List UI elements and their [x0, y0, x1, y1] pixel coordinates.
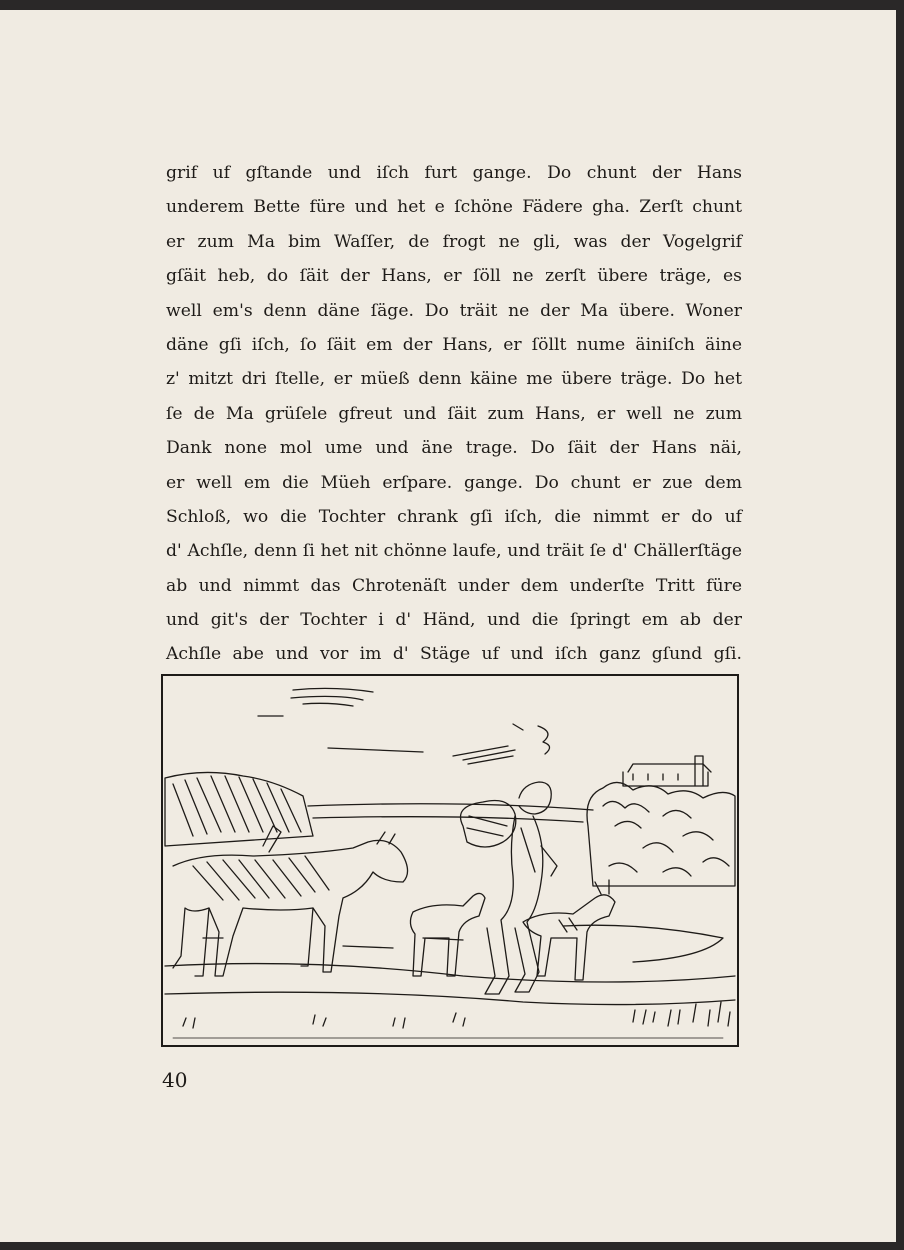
text-line: däne gſi iſch, ſo ſäit em der Hans, er ſöllt nume äiniſch äine	[166, 334, 742, 355]
text-line: gſäit heb, do ſäit der Hans, er ſöll ne zerſt übere träge, es	[166, 266, 742, 287]
body-text	[166, 156, 742, 672]
page-number: 40	[162, 1068, 188, 1092]
text-line: grif uf gſtande und iſch furt gange. Do chunt der Hans	[166, 163, 742, 183]
text-line: und git's der Tochter i d' Händ, und die ſpringt em ab der	[166, 610, 742, 631]
text-line: well em's denn däne ſäge. Do träit ne der Ma übere. Woner	[166, 300, 742, 321]
book-page	[0, 10, 896, 1242]
text-line: er well em die Müeh erſpare. gange. Do chunt er zue dem	[166, 472, 742, 493]
text-line: underem Bette füre und het e ſchöne Fädere gha. Zerſt chunt	[166, 197, 742, 218]
text-line: er zum Ma bim Waſſer, de frogt ne gli, was der Vogelgrif	[166, 231, 742, 252]
text-line: d' Achſle, denn ſi het nit chönne laufe, und träit ſe d' Chällerſtäge	[166, 541, 742, 562]
woodcut-illustration	[161, 674, 739, 1047]
text-line: Achſle abe und vor im d' Stäge uf und iſch ganz gſund gſi.	[166, 644, 742, 665]
text-line: Dank none mol ume und äne trage. Do ſäit der Hans näi,	[166, 438, 742, 459]
illustration-drawing	[163, 676, 737, 1045]
text-line: ab und nimmt das Chrotenäſt under dem underſte Tritt füre	[166, 575, 742, 596]
text-line: Schloß, wo die Tochter chrank gſi iſch, die nimmt er do uf	[166, 506, 742, 527]
text-line: ſe de Ma grüſele gfreut und ſäit zum Hans, er well ne zum	[166, 403, 742, 424]
text-line: z' mitzt dri ſtelle, er müeß denn käine me übere träge. Do het	[166, 369, 742, 390]
